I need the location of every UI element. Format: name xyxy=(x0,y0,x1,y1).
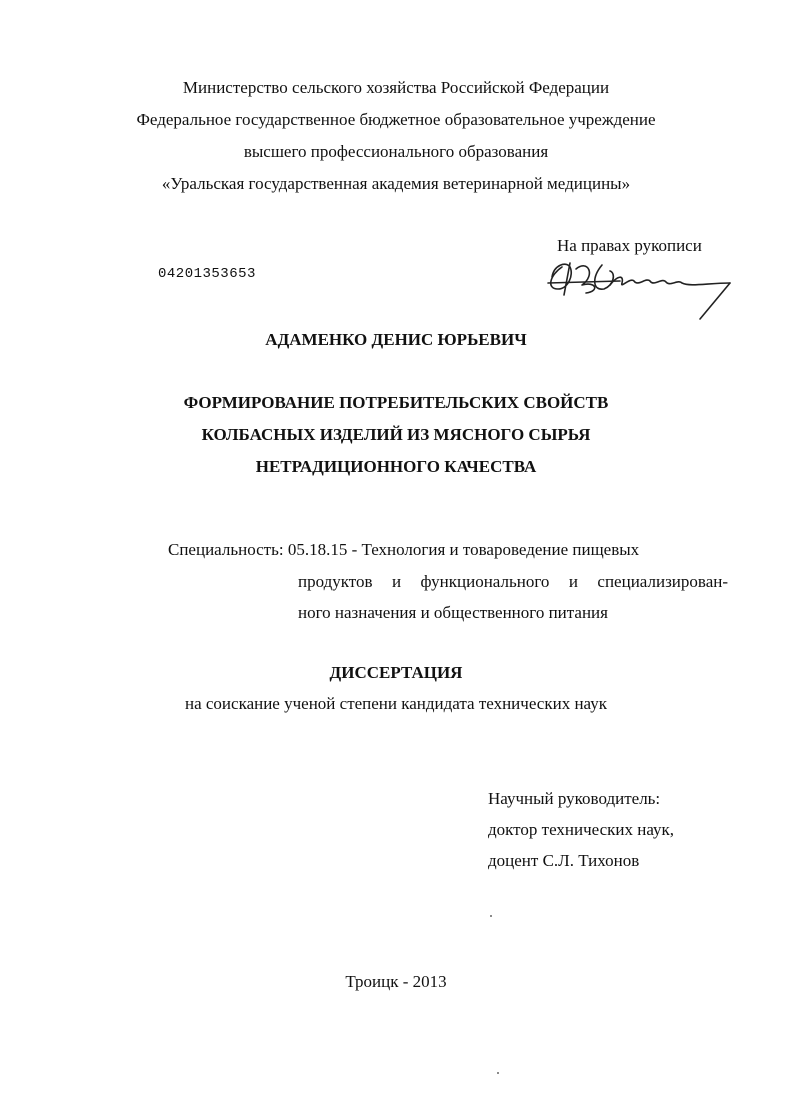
specialty-line-1: Специальность: 05.18.15 - Технология и товароведение пищевых xyxy=(168,540,640,559)
place-year: Троицк - 2013 xyxy=(345,972,447,991)
supervisor-name: доцент С.Л. Тихонов xyxy=(488,851,640,870)
institution-line-1: Федеральное государственное бюджетное образовательное учреждение xyxy=(136,110,656,129)
specialty-line-3: ного назначения и общественного питания xyxy=(298,603,608,622)
signature-mark xyxy=(540,255,740,325)
ministry-line: Министерство сельского хозяйства Российской Федерации xyxy=(182,78,610,97)
document-number: 04201353653 xyxy=(158,266,256,282)
title-line-1: ФОРМИРОВАНИЕ ПОТРЕБИТЕЛЬСКИХ СВОЙСТВ xyxy=(183,393,609,412)
specialty-line-2: продуктов и функционального и специализирован- xyxy=(298,572,728,591)
dissertation-heading: ДИССЕРТАЦИЯ xyxy=(329,663,463,682)
manuscript-note: На правах рукописи xyxy=(557,236,702,255)
title-line-2: КОЛБАСНЫХ ИЗДЕЛИЙ ИЗ МЯСНОГО СЫРЬЯ xyxy=(201,425,591,444)
scan-speck xyxy=(490,915,492,917)
supervisor-label: Научный руководитель: xyxy=(488,789,661,808)
dissertation-subtitle: на соискание ученой степени кандидата технических наук xyxy=(184,694,607,713)
institution-line-2: высшего профессионального образования xyxy=(243,142,549,161)
academy-line: «Уральская государственная академия ветеринарной медицины» xyxy=(161,174,631,193)
supervisor-degree: доктор технических наук, xyxy=(488,820,675,839)
author-name: АДАМЕНКО ДЕНИС ЮРЬЕВИЧ xyxy=(265,330,527,349)
title-line-3: НЕТРАДИЦИОННОГО КАЧЕСТВА xyxy=(255,457,537,476)
scan-speck xyxy=(497,1072,499,1074)
